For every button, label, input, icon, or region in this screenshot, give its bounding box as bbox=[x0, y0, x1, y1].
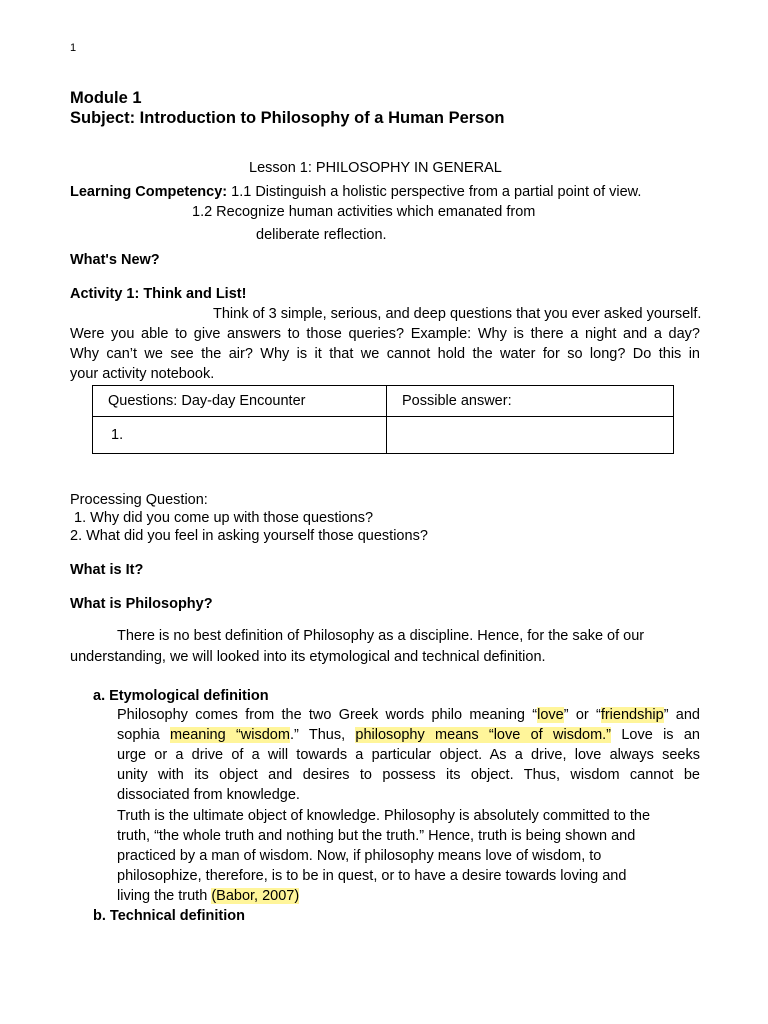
activity-text-4: your activity notebook. bbox=[70, 366, 215, 382]
processing-title: Processing Question: bbox=[70, 492, 208, 508]
what-is-it-heading: What is It? bbox=[70, 562, 144, 578]
text-run: Love is an bbox=[611, 727, 700, 743]
text-run: ” or “ bbox=[563, 707, 601, 723]
module-header bbox=[70, 88, 505, 128]
activity-text-1: Think of 3 simple, serious, and deep questions that you ever asked yourself. bbox=[213, 306, 702, 322]
processing-question-2: 2. What did you feel in asking yourself those questions? bbox=[70, 528, 428, 544]
etymology-line-1 bbox=[117, 707, 700, 723]
text-run: living the truth bbox=[117, 888, 212, 904]
text-run: Philosophy comes from the two Greek words philo meaning “ bbox=[117, 707, 538, 723]
etymological-heading: a. Etymological definition bbox=[93, 688, 269, 704]
table-cell bbox=[387, 417, 674, 454]
table-header-row bbox=[93, 386, 674, 417]
module-title: Module 1 bbox=[70, 89, 142, 107]
activity-title: Activity 1: Think and List! bbox=[70, 286, 247, 302]
activity-text-3: Why can’t we see the air? Why is it that we cannot hold the water for so long? Do this in bbox=[70, 346, 700, 362]
competency-item-1: 1.1 Distinguish a holistic perspective from a partial point of view. bbox=[231, 184, 642, 200]
page-number: 1 bbox=[70, 42, 77, 54]
intro-line-1: There is no best definition of Philosophy as a discipline. Hence, for the sake of our bbox=[117, 628, 645, 644]
technical-heading: b. Technical definition bbox=[93, 908, 245, 924]
activity-text-2: Were you able to give answers to those queries? Example: Why is there a night and a day? bbox=[70, 326, 700, 342]
table-header-cell: Possible answer: bbox=[387, 386, 674, 417]
etymology-line-2 bbox=[117, 727, 700, 743]
truth-line-3: practiced by a man of wisdom. Now, if philosophy means love of wisdom, to bbox=[117, 848, 602, 864]
table-row bbox=[93, 417, 674, 454]
highlight-love-of-wisdom: philosophy means “love of wisdom.” bbox=[355, 727, 612, 743]
whats-new-heading: What's New? bbox=[70, 252, 160, 268]
truth-line-1: Truth is the ultimate object of knowledge. Philosophy is absolutely committed to the bbox=[117, 808, 651, 824]
table-cell: 1. bbox=[93, 417, 387, 454]
highlight-meaning-wisdom: meaning “wisdom bbox=[170, 727, 290, 743]
text-run: ” and bbox=[663, 707, 701, 723]
text-run: .” Thus, bbox=[289, 727, 356, 743]
highlight-friendship: friendship bbox=[600, 707, 664, 723]
competency-item-2: 1.2 Recognize human activities which emanated from bbox=[192, 204, 536, 220]
competency-item-2-cont: deliberate reflection. bbox=[256, 227, 387, 243]
etymology-line-4: unity with its object and desires to possess its object. Thus, wisdom cannot be bbox=[117, 767, 700, 783]
highlight-love: love bbox=[537, 707, 564, 723]
competency-line-1 bbox=[70, 184, 641, 200]
intro-line-2: understanding, we will looked into its etymological and technical definition. bbox=[70, 649, 546, 665]
truth-line-5 bbox=[117, 888, 299, 904]
what-is-philosophy-heading: What is Philosophy? bbox=[70, 596, 213, 612]
etymology-line-5: dissociated from knowledge. bbox=[117, 787, 300, 803]
truth-line-4: philosophize, therefore, is to be in quest, or to have a desire towards loving and bbox=[117, 868, 627, 884]
questions-table bbox=[92, 385, 674, 454]
processing-question-1: 1. Why did you come up with those questions? bbox=[70, 510, 374, 526]
highlight-citation: (Babor, 2007) bbox=[211, 888, 300, 904]
text-run: sophia bbox=[117, 727, 171, 743]
competency-label: Learning Competency: bbox=[70, 184, 228, 200]
etymology-line-3: urge or a drive of a will towards a particular object. As a drive, love always seeks bbox=[117, 747, 700, 763]
lesson-title: Lesson 1: PHILOSOPHY IN GENERAL bbox=[249, 160, 502, 176]
subject-title: Subject: Introduction to Philosophy of a Human Person bbox=[70, 109, 505, 127]
truth-line-2: truth, “the whole truth and nothing but the truth.” Hence, truth is being shown and bbox=[117, 828, 636, 844]
table-header-cell: Questions: Day-day Encounter bbox=[93, 386, 387, 417]
